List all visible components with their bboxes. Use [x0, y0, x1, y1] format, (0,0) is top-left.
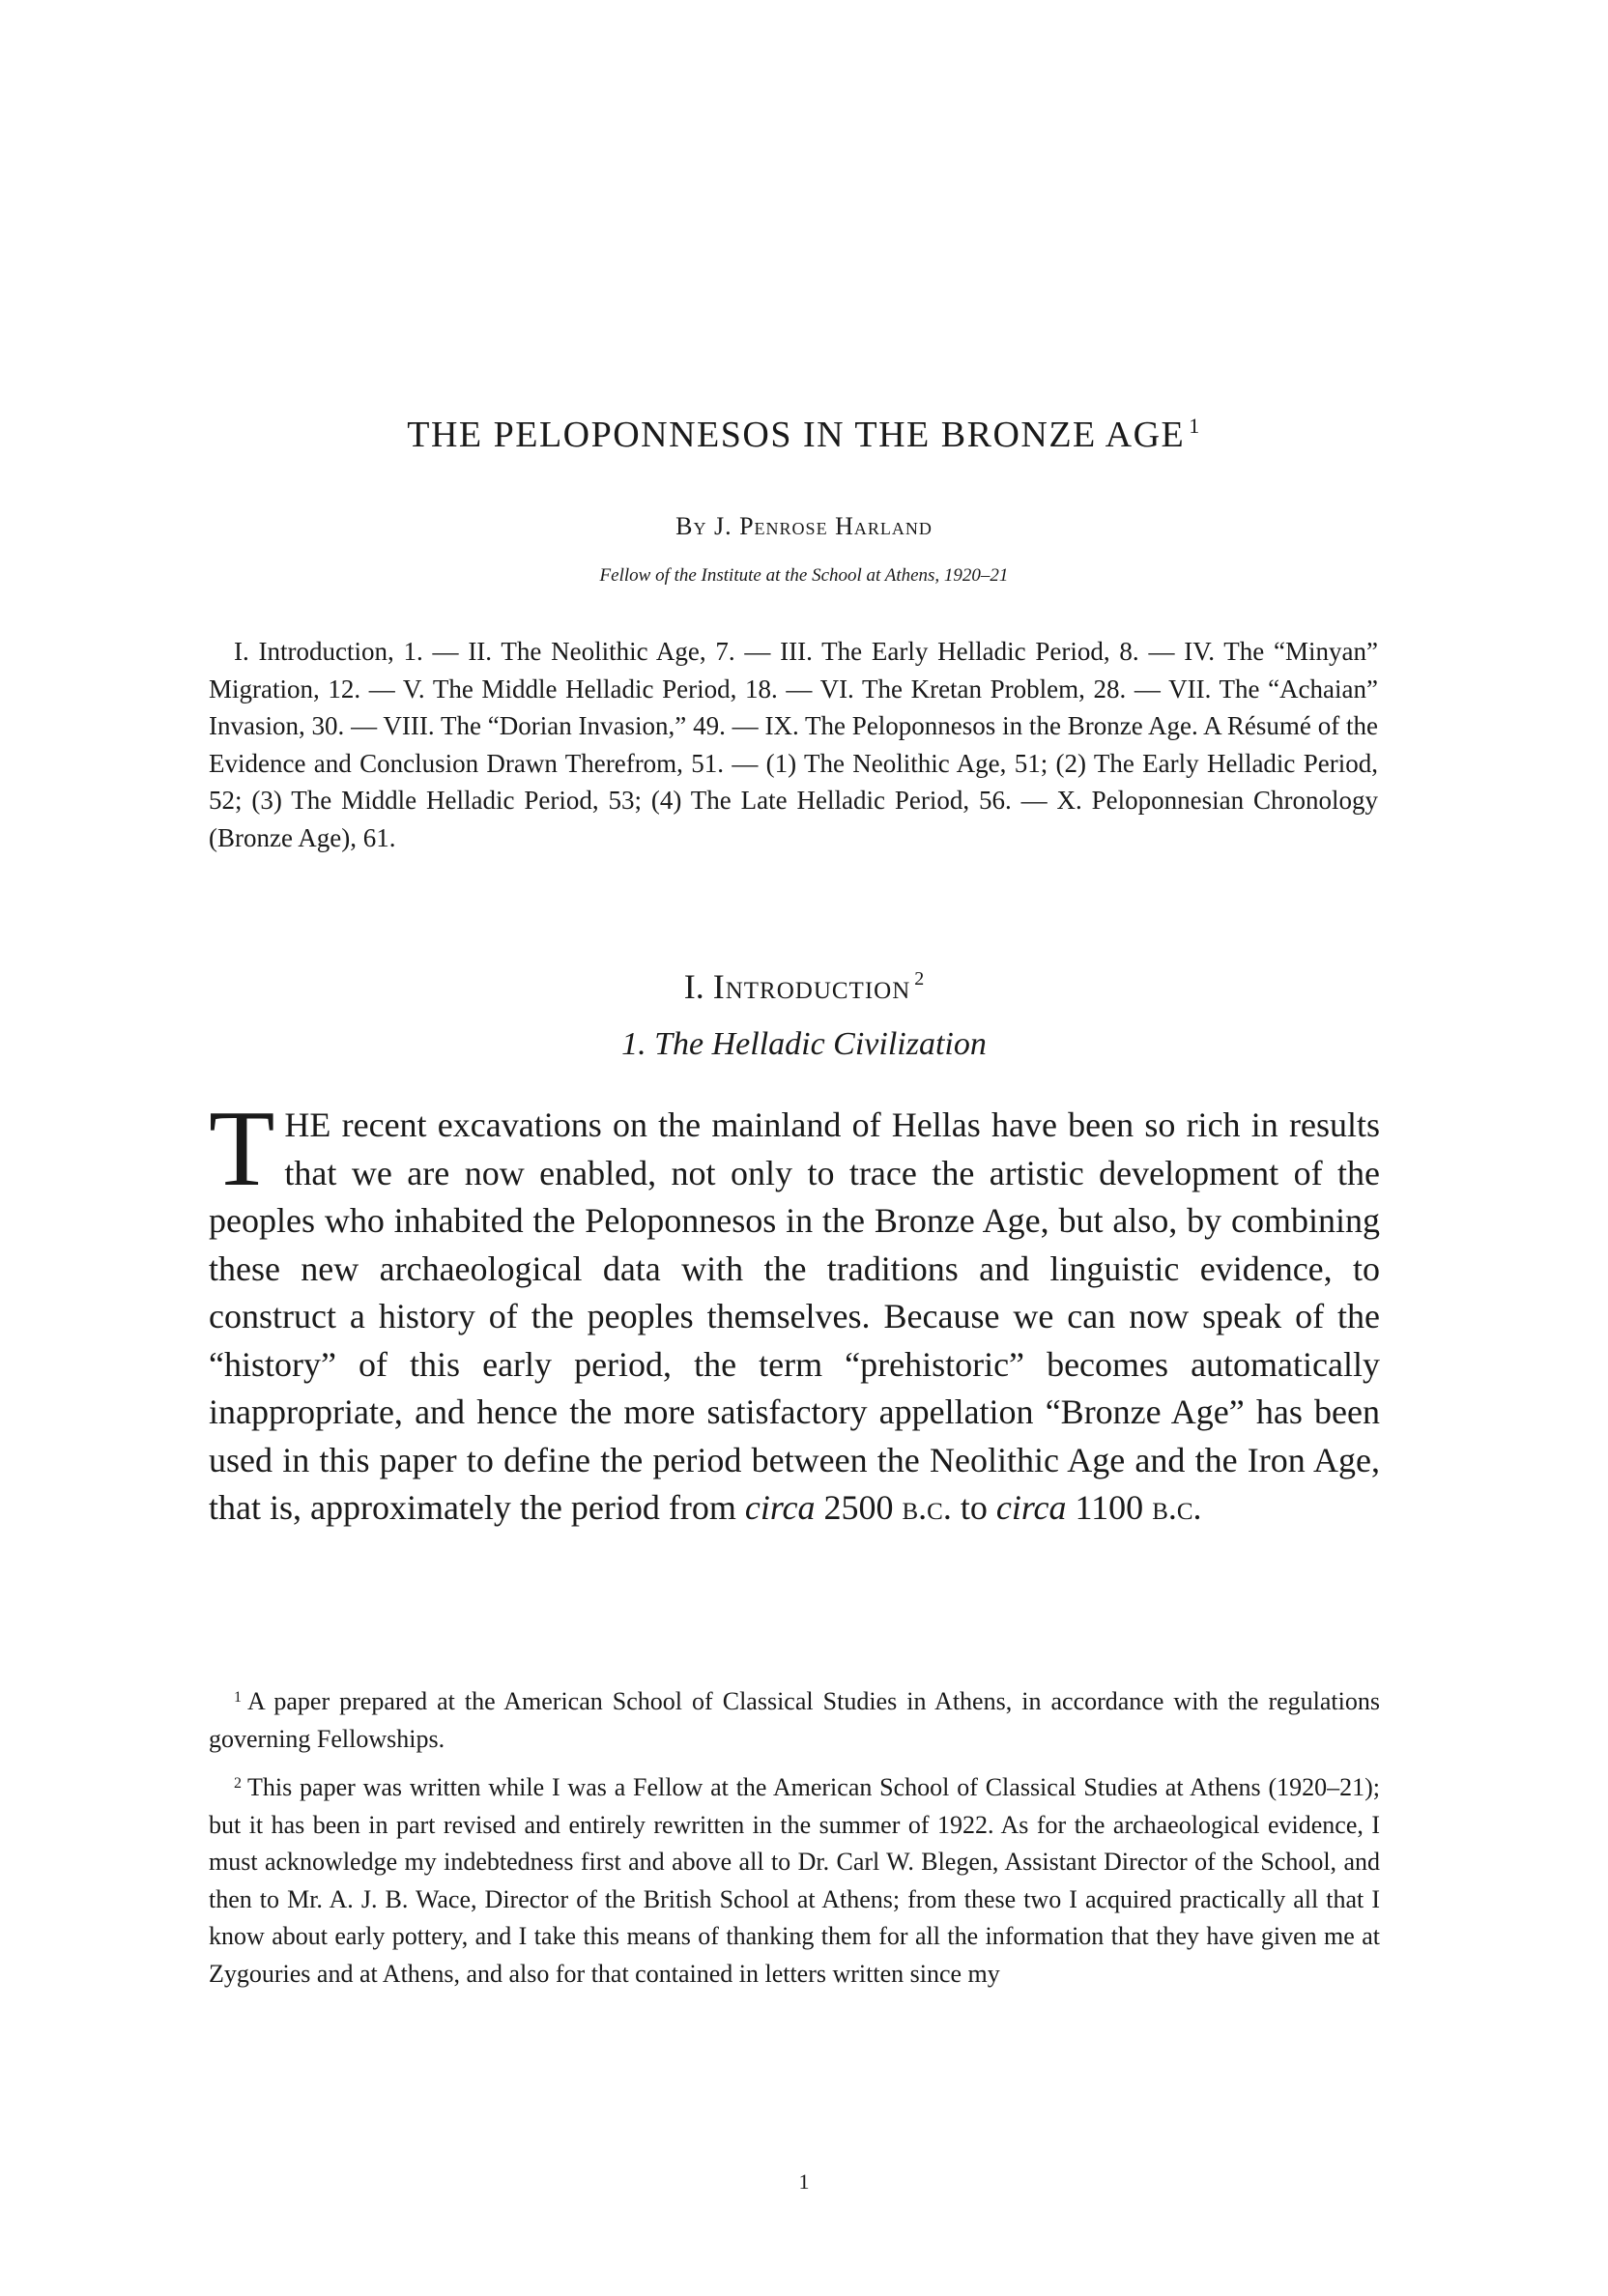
body-paragraph: THE recent excavations on the mainland of Hellas have been so rich in results that we are now enabled, not only to trace the artistic development of the peoples who inhabited the Peloponnesos in the Bronze Age, but also, by combining these new archaeological data with the traditions and linguistic evidence, to construct a history of the peoples themselves. Because we can now speak of the “history” of this early period, the term “prehistoric” becomes automatically inappropriate, and hence the more satisfactory appellation “Bronze Age” has been used in this paper to define the period between the Neolithic Age and the Iron Age, that is, approximately the period from circa 2500 b.c. to circa 1100 b.c. — [209, 1089, 1380, 1527]
section-numeral: I. — [683, 967, 704, 1006]
footnote-2: $^2$ This paper was written while I was a Fellow at the American School of Classical Studies at Athens (1920–21); but it has been in part revised and entirely rewritten in the summer of 1922. As for the archaeological evidence, I must acknowledge my indebtedness first and above all to Dr. Carl W. Blegen, Assistant Director of the School, and then to Mr. A. J. B. Wace, Director of the British School at Athens; from these two I acquired practically all that I know about early pottery, and I take this means of thanking them for all the information that they have given me at Zygouries and at Athens, and also for that contained in letters written since my — [209, 1773, 1380, 1988]
author-byline: By J. Penrose Harland — [675, 512, 933, 540]
footnotes — [209, 1679, 1380, 2000]
article-title: THE PELOPONNESOS IN THE BRONZE AGE $^1$ — [407, 414, 1201, 455]
contents-paragraph: I. Introduction, 1. — II. The Neolithic Age, 7. — III. The Early Helladic Period, 8. — IV. The “Minyan” Migration, 12. — V. The Middle Helladic Period, 18. — VI. The Kretan Problem, 28. — VII. The “Achaian” Invasion, 30. — VIII. The “Dorian Invasion,” 49. — IX. The Peloponnesos in the Bronze Age. A Résumé of the Evidence and Conclusion Drawn Therefrom, 51. — (1) The Neolithic Age, 51; (2) The Early Helladic Period, 52; (3) The Middle Helladic Period, 53; (4) The Late Helladic Period, 56. — X. Peloponnesian Chronology (Bronze Age), 61. — [209, 637, 1378, 852]
section-title: Introduction — [712, 967, 911, 1006]
section-heading — [0, 966, 1608, 1007]
section-footnote-ref[interactable]: 2 — [914, 968, 925, 990]
body-text — [209, 1089, 1380, 1533]
title-footnote-ref[interactable]: 1 — [1189, 414, 1201, 438]
table-of-contents — [209, 633, 1378, 857]
subsection-heading: 1. The Helladic Civilization — [621, 1026, 987, 1062]
page-number: 1 — [798, 2169, 810, 2194]
drop-cap: T — [209, 1089, 275, 1209]
author-affiliation: Fellow of the Institute at the School at Athens, 1920–21 — [599, 565, 1009, 586]
footnote-1: $^1$ A paper prepared at the American School of Classical Studies in Athens, in accordance with the regulations governing Fellowships. — [209, 1687, 1380, 1753]
